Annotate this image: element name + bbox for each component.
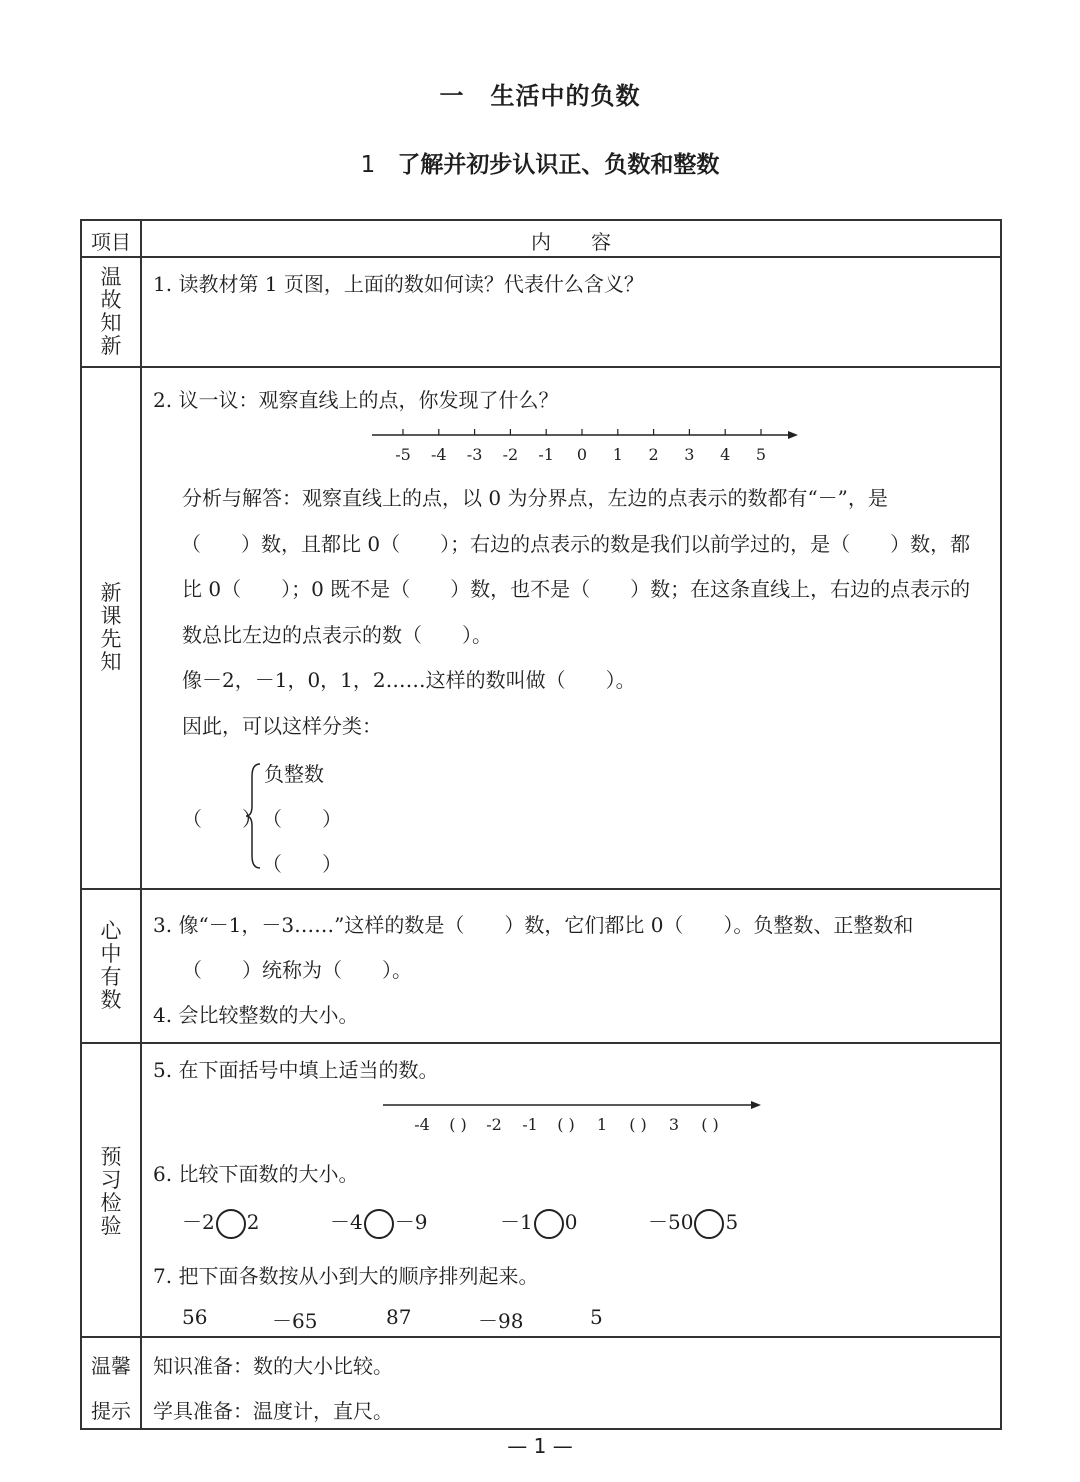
classify-item-blank: （ ） (262, 852, 342, 876)
number-line-label: -5 (395, 445, 411, 464)
label-yuxi-jianyan (82, 1146, 140, 1238)
number-line-2 (375, 1094, 775, 1140)
label-char: 知 (100, 650, 122, 674)
number-line-label: -4 (431, 445, 447, 464)
compare-right: －9 (394, 1210, 428, 1234)
chapter-number: 一 (439, 82, 465, 110)
table-border-top (80, 219, 1002, 221)
header-item: 项目 (91, 230, 131, 254)
number-line-label: -3 (466, 445, 483, 464)
label-char: 温 (100, 265, 122, 289)
compare-right: 2 (246, 1210, 260, 1234)
label-wenxin: 温馨 (91, 1354, 131, 1378)
number-line-label: -2 (502, 445, 519, 464)
number-line-label: 0 (576, 445, 588, 464)
label-char: 验 (100, 1214, 122, 1238)
question-5: 5. 在下面括号中填上适当的数。 (153, 1058, 439, 1082)
row-divider (80, 888, 1002, 890)
label-xinke-xianzhi (82, 582, 140, 674)
number-line-label: 4 (720, 445, 731, 464)
number-line-label: -4 (414, 1115, 430, 1134)
tip-tools: 学具准备：温度计，直尺。 (153, 1399, 393, 1423)
compare-item-2 (330, 1206, 427, 1239)
label-char: 先 (100, 627, 122, 651)
label-char: 中 (100, 942, 122, 966)
compare-left: －2 (182, 1210, 215, 1234)
compare-circle-blank[interactable] (364, 1209, 394, 1239)
compare-item-3 (500, 1206, 577, 1239)
analysis-line: 数总比左边的点表示的数（ ）。 (182, 622, 492, 647)
number-line-label: -1 (538, 445, 554, 464)
label-char: 习 (100, 1168, 122, 1192)
header-content: 内 容 (531, 230, 611, 254)
compare-item-1 (182, 1206, 259, 1239)
number-line-1 (360, 422, 810, 472)
label-char: 有 (100, 965, 122, 989)
label-char: 数 (100, 988, 122, 1012)
label-char: 新 (100, 334, 122, 358)
number-line-label: 5 (755, 445, 767, 464)
question-6: 6. 比较下面数的大小。 (153, 1162, 359, 1186)
compare-left: －1 (500, 1210, 533, 1234)
label-char: 新 (100, 581, 122, 605)
compare-right: 5 (725, 1210, 739, 1234)
curly-brace (244, 760, 264, 872)
row-divider (80, 366, 1002, 368)
number-line-label: -2 (486, 1115, 502, 1134)
number-line-blank[interactable]: ( ) (449, 1115, 467, 1134)
compare-item-4 (648, 1206, 738, 1239)
label-char: 预 (100, 1145, 122, 1169)
number-line-blank[interactable]: ( ) (701, 1115, 719, 1134)
number-item: 5 (590, 1305, 603, 1329)
table-border-bottom (80, 1428, 1002, 1430)
compare-circle-blank[interactable] (534, 1209, 564, 1239)
compare-circle-blank[interactable] (694, 1209, 724, 1239)
label-char: 课 (100, 604, 122, 628)
number-item: 56 (182, 1305, 208, 1329)
label-tishi: 提示 (91, 1399, 131, 1423)
analysis-line: （ ）数，且都比 0（ ）；右边的点表示的数是我们以前学过的，是（ ）数，都 (181, 531, 971, 556)
analysis-line: 因此，可以这样分类： (182, 713, 382, 738)
analysis-line: 比 0（ ）；0 既不是（ ）数，也不是（ ）数；在这条直线上，右边的点表示的 (182, 577, 971, 601)
number-item: －65 (272, 1309, 318, 1333)
row-divider (80, 1042, 1002, 1044)
table-border-left (80, 219, 82, 1430)
label-char: 知 (100, 311, 122, 335)
question-3-cont: （ ）统称为（ ）。 (182, 958, 412, 982)
compare-left: －4 (330, 1210, 363, 1234)
question-3: 3. 像“－1，－3……”这样的数是（ ）数，它们都比 0（ ）。负整数、正整数和 (153, 913, 914, 937)
tip-knowledge: 知识准备：数的大小比较。 (153, 1354, 393, 1378)
number-item: 87 (386, 1305, 412, 1329)
number-line-arrow (751, 1101, 761, 1109)
question-1: 1. 读教材第 1 页图，上面的数如何读？代表什么含义？ (153, 272, 644, 296)
compare-circle-blank[interactable] (216, 1209, 246, 1239)
analysis-line: 像－2，－1，0，1，2……这样的数叫做（ ）。 (182, 668, 636, 692)
label-char: 故 (100, 288, 122, 312)
row-divider (80, 1336, 1002, 1338)
number-line-blank[interactable]: ( ) (629, 1115, 647, 1134)
chapter-title (0, 76, 1080, 111)
page-number: — 1 — (507, 1434, 573, 1458)
number-line-label: 2 (648, 445, 659, 464)
question-2: 2. 议一议：观察直线上的点，你发现了什么？ (153, 388, 559, 412)
number-line-blank[interactable]: ( ) (557, 1115, 575, 1134)
classify-item-blank: （ ） (262, 807, 342, 831)
question-7: 7. 把下面各数按从小到大的顺序排列起来。 (153, 1264, 539, 1288)
label-char: 心 (100, 919, 122, 943)
question-4: 4. 会比较整数的大小。 (153, 1003, 359, 1027)
analysis-line: 分析与解答：观察直线上的点，以 0 为分界点，左边的点表示的数都有“－”，是 (182, 486, 888, 510)
chapter-title-text: 生活中的负数 (490, 82, 641, 110)
table-border-right (1000, 219, 1002, 1430)
classify-blank-left: （ ） (182, 807, 262, 831)
label-char: 检 (100, 1191, 122, 1215)
section-number: 1 (360, 152, 376, 178)
section-title (0, 146, 1080, 179)
number-line-label: 1 (612, 445, 623, 464)
analysis-block (182, 476, 994, 749)
section-title-text: 了解并初步认识正、负数和整数 (397, 152, 720, 178)
compare-right: 0 (564, 1210, 578, 1234)
number-line-label: -1 (522, 1115, 538, 1134)
label-xinzhong-youshu (82, 920, 140, 1012)
row-divider (80, 256, 1002, 258)
number-line-arrow (788, 431, 798, 439)
compare-left: －50 (648, 1210, 694, 1234)
classify-item-negative: 负整数 (264, 762, 324, 786)
label-wengu-zhixin (82, 266, 140, 358)
number-item: －98 (478, 1309, 524, 1333)
number-line-label: 3 (684, 445, 695, 464)
number-line-label: 1 (596, 1115, 608, 1134)
table-column-divider (140, 219, 142, 1430)
number-line-label: 3 (668, 1115, 680, 1134)
